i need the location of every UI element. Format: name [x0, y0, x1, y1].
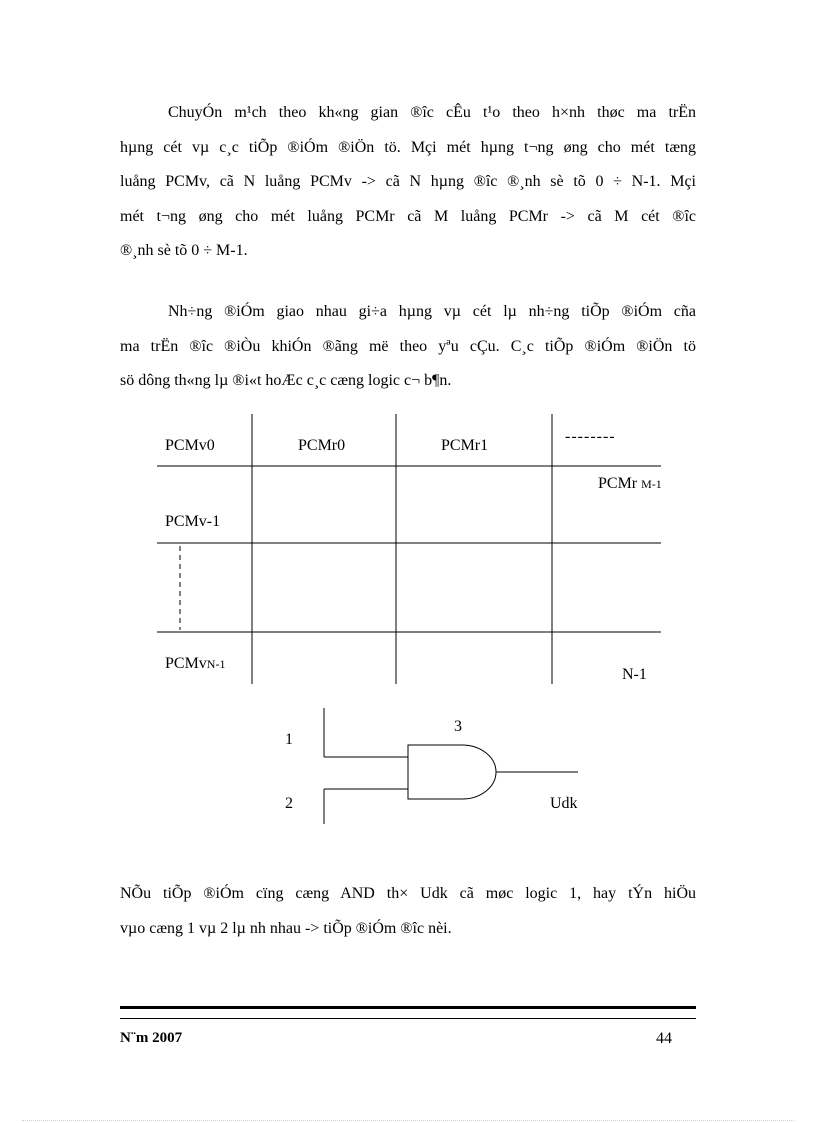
gate-input1-label: 1 — [285, 731, 293, 748]
and-gate-body — [408, 745, 496, 799]
matrix-col-ellipsis: -------- — [565, 428, 616, 445]
text-line: vµo cæng 1 vµ 2 lµ nh nhau -> tiÕp ®iÓm ®îc nèi. — [120, 919, 452, 937]
gate-input2-label: 2 — [285, 795, 293, 812]
matrix-row-label-last-sub: N-1 — [206, 657, 226, 671]
text-line: NÕu tiÕp ®iÓm cïng cæng AND th× Udk cã møc logic 1, hay tÝn hiÖu — [120, 885, 696, 902]
text-line: luång PCMv, cã N luång PCMv -> cã N hµng ®îc ®¸nh sè tõ 0 ÷ N-1. Mçi — [120, 173, 696, 190]
gate-output-index-label: 3 — [454, 718, 462, 735]
matrix-col-label-last-main: PCMr — [598, 475, 638, 492]
matrix-col-label-pcmr0: PCMr0 — [298, 437, 346, 454]
page-edge — [22, 1120, 794, 1121]
matrix-row-label-last-main: PCMv — [165, 655, 207, 672]
footer-rule-thick — [120, 1006, 696, 1009]
text-line: hµng cét vµ c¸c tiÕp ®iÓm ®iÖn tö. Mçi mét hµng t¬ng øng cho mét tæng — [120, 138, 696, 156]
text-line: ChuyÓn m¹ch theo kh«ng gian ®îc cÊu t¹o theo h×nh thøc ma trËn — [168, 104, 696, 121]
matrix-row-label-last — [165, 655, 225, 673]
matrix-n-label: N-1 — [622, 666, 647, 683]
text-line: sö dông th«ng lµ ®i«t hoÆc c¸c cæng logic c¬ b¶n. — [120, 372, 452, 389]
matrix-col-label-pcmr1: PCMr1 — [441, 437, 489, 454]
paragraph-and-gate — [120, 877, 696, 946]
text-line: ma trËn ®îc ®iÒu khiÓn ®ãng më theo yªu cÇu. C¸c tiÕp ®iÓm ®iÖn tö — [120, 337, 696, 355]
gate-output-label: Udk — [550, 795, 578, 812]
text-line: ®¸nh sè tõ 0 ÷ M-1. — [120, 242, 248, 259]
page-number: 44 — [656, 1030, 672, 1047]
text-line: Nh÷ng ®iÓm giao nhau gi÷a hµng vµ cét lµ nh÷ng tiÕp ®iÓm cña — [168, 303, 696, 320]
matrix-col-label-last — [598, 475, 662, 493]
footer-rule-thin — [120, 1018, 696, 1019]
matrix-col-label-last-sub: M-1 — [641, 477, 662, 491]
footer-year: N¨m 2007 — [120, 1030, 183, 1046]
text-line: mét t¬ng øng cho mét luång PCMr cã M luång PCMr -> cã M cét ®îc — [120, 207, 696, 225]
matrix-row-label-pcmv0: PCMv0 — [165, 437, 215, 454]
matrix-row-label-pcmv1: PCMv-1 — [165, 513, 221, 530]
